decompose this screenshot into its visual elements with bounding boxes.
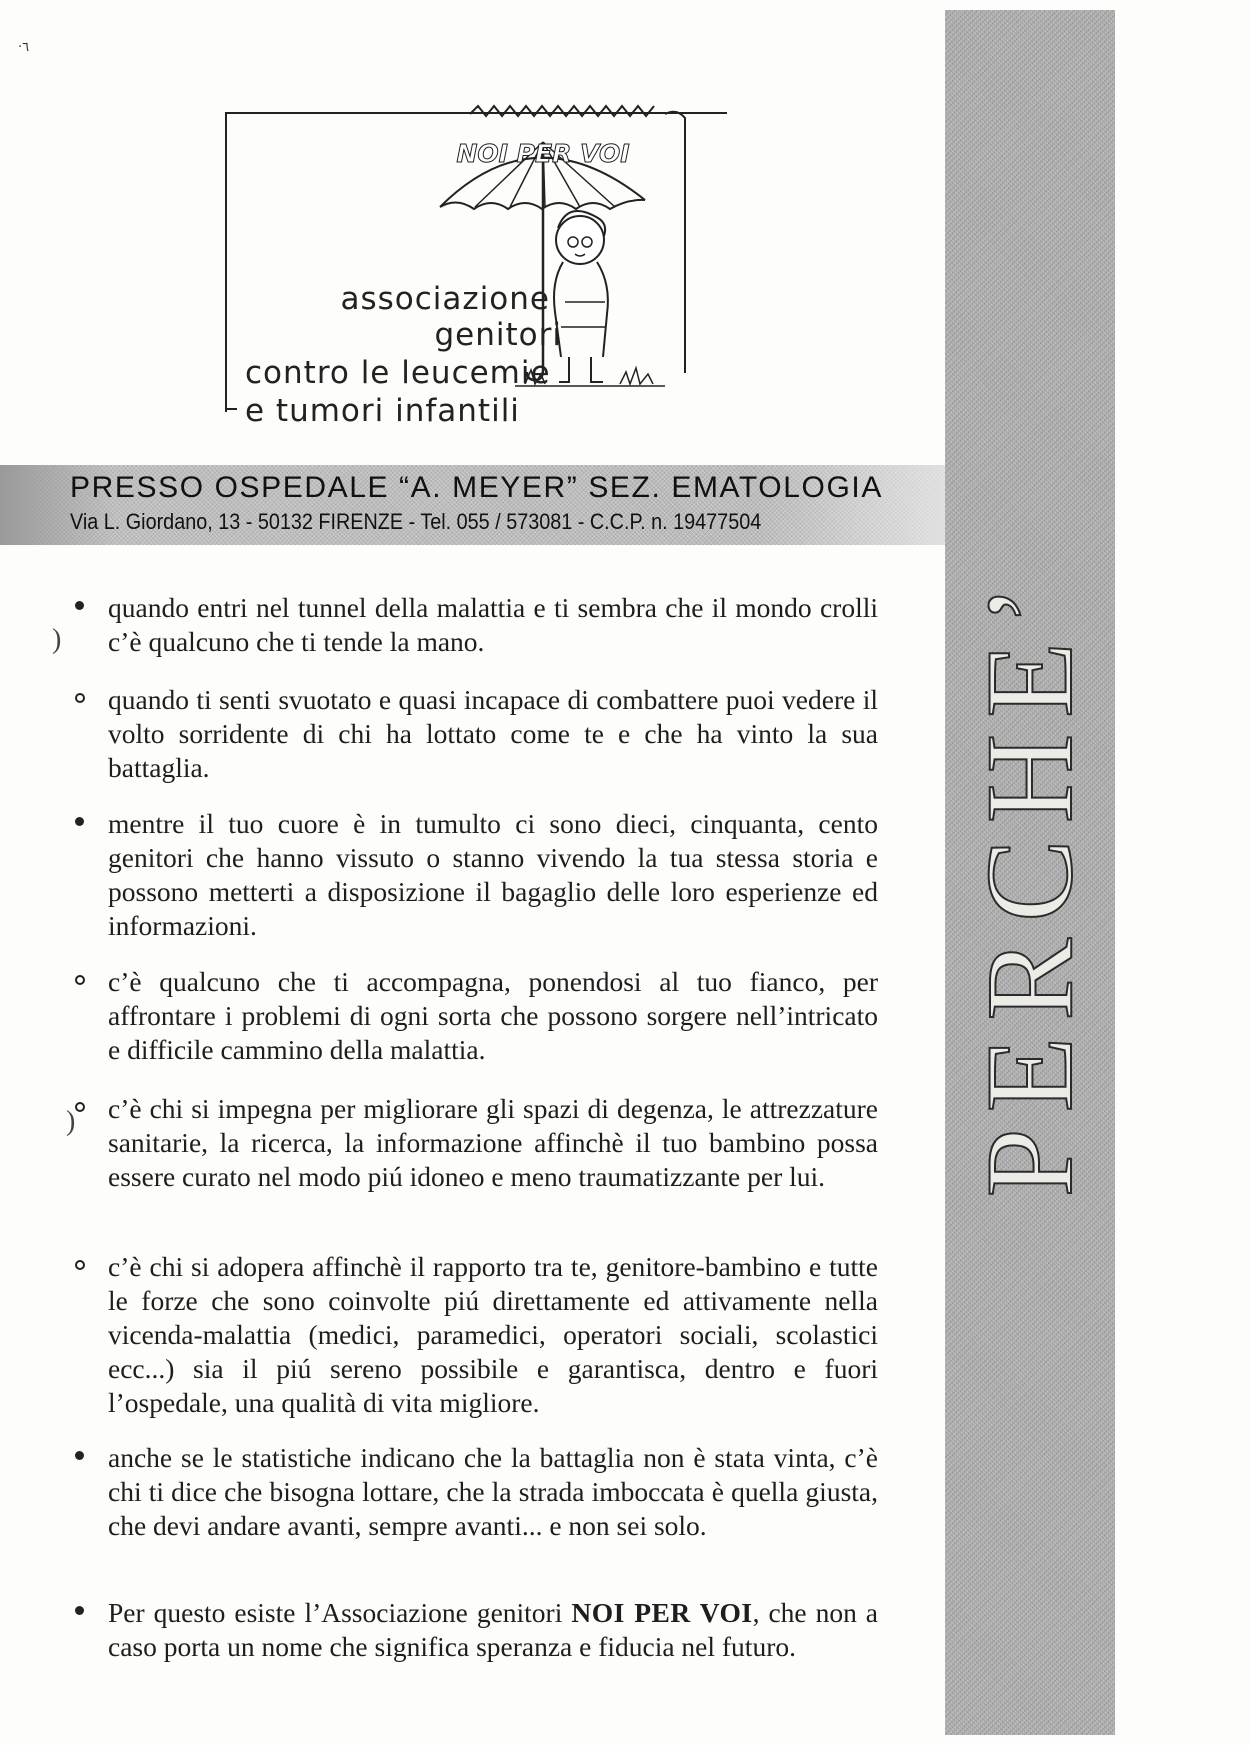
list-item-text: quando entri nel tunnel della malattia e ti sembra che il mondo crolli c’è qualcuno che ti tende la mano.	[108, 592, 878, 657]
bullet-icon	[75, 1451, 84, 1460]
list-item	[108, 1092, 878, 1194]
list-item-text: c’è qualcuno che ti accompagna, ponendosi al tuo fianco, per affrontare i problemi di ogni sorta che possono sorgere nell’intricato e difficile cammino della malattia.	[108, 966, 878, 1065]
address-hospital: PRESSO OSPEDALE “A. MEYER” SEZ. EMATOLOGIA	[70, 471, 883, 504]
association-logo	[225, 102, 730, 429]
address-contact: Via L. Giordano, 13 - 50132 FIRENZE - Tel. 055 / 573081 - C.C.P. n. 19477504	[70, 509, 762, 534]
list-item	[108, 1250, 878, 1420]
bullet-icon	[75, 1260, 85, 1270]
final-text-after: , che non a caso porta un nome che significa speranza e fiducia nel futuro.	[108, 1597, 879, 1662]
list-item-text: mentre il tuo cuore è in tumulto ci sono dieci, cinquanta, cento genitori che hanno vissuto o stanno vivendo la tua stessa storia e possono metterti a disposizione il bagaglio delle loro esperienze ed informazioni.	[108, 808, 878, 941]
list-item-text: c’è chi si impegna per migliorare gli spazi di degenza, le attrezzature sanitarie, la ricerca, la informazione affinchè il tuo bambino possa essere curato nel modo piú idoneo e meno traumatizzante per lui.	[108, 1093, 878, 1192]
list-item-text-final	[108, 1596, 878, 1664]
list-item	[108, 1596, 878, 1664]
logo-line-2: genitori	[434, 317, 562, 353]
stray-mark: )	[52, 624, 62, 655]
list-item-text: c’è chi si adopera affinchè il rapporto tra te, genitore-bambino e tutte le forze che sono coinvolte piú direttamente ed attivamente nella vicenda-malattia (medici, paramedici, operatori sociali, scolastici ecc...) sia il piú sereno possibile e garantisca, dentro e fuori l’ospedale, una qualità di vita migliore.	[108, 1251, 878, 1418]
list-item-text: quando ti senti svuotato e quasi incapace di combattere puoi vedere il volto sorridente di chi ha lottato come te e che ha vinto la sua battaglia.	[108, 684, 878, 783]
corner-mark: ·٦	[18, 40, 30, 55]
logo-line-1: associazione	[340, 281, 550, 317]
list-item	[108, 591, 878, 659]
list-item	[108, 683, 878, 785]
bullet-icon	[75, 693, 85, 703]
list-item-text: anche se le statistiche indicano che la battaglia non è stata vinta, c’è chi ti dice che bisogna lottare, che la strada imboccata è quella giusta, che devi andare avanti, sempre avanti... e non sei solo.	[108, 1442, 878, 1541]
bullet-icon	[75, 601, 84, 610]
bullet-icon	[75, 817, 84, 826]
logo-line-4: e tumori infantili	[245, 393, 520, 429]
bullet-icon	[75, 975, 85, 985]
association-name: NOI PER VOI	[571, 1597, 753, 1628]
side-title: PERCHE’	[961, 568, 1098, 1198]
list-item	[108, 807, 878, 943]
logo-line-3: contro le leucemie	[245, 355, 551, 391]
final-text-before: Per questo esiste l’Associazione genitori	[108, 1597, 572, 1628]
stray-mark: )	[66, 1106, 76, 1137]
list-item	[108, 965, 878, 1067]
bullet-icon	[75, 1102, 85, 1112]
bullet-icon	[75, 1606, 84, 1615]
list-item	[108, 1441, 878, 1543]
logo-canopy-text: NOI PER VOI	[456, 139, 630, 168]
